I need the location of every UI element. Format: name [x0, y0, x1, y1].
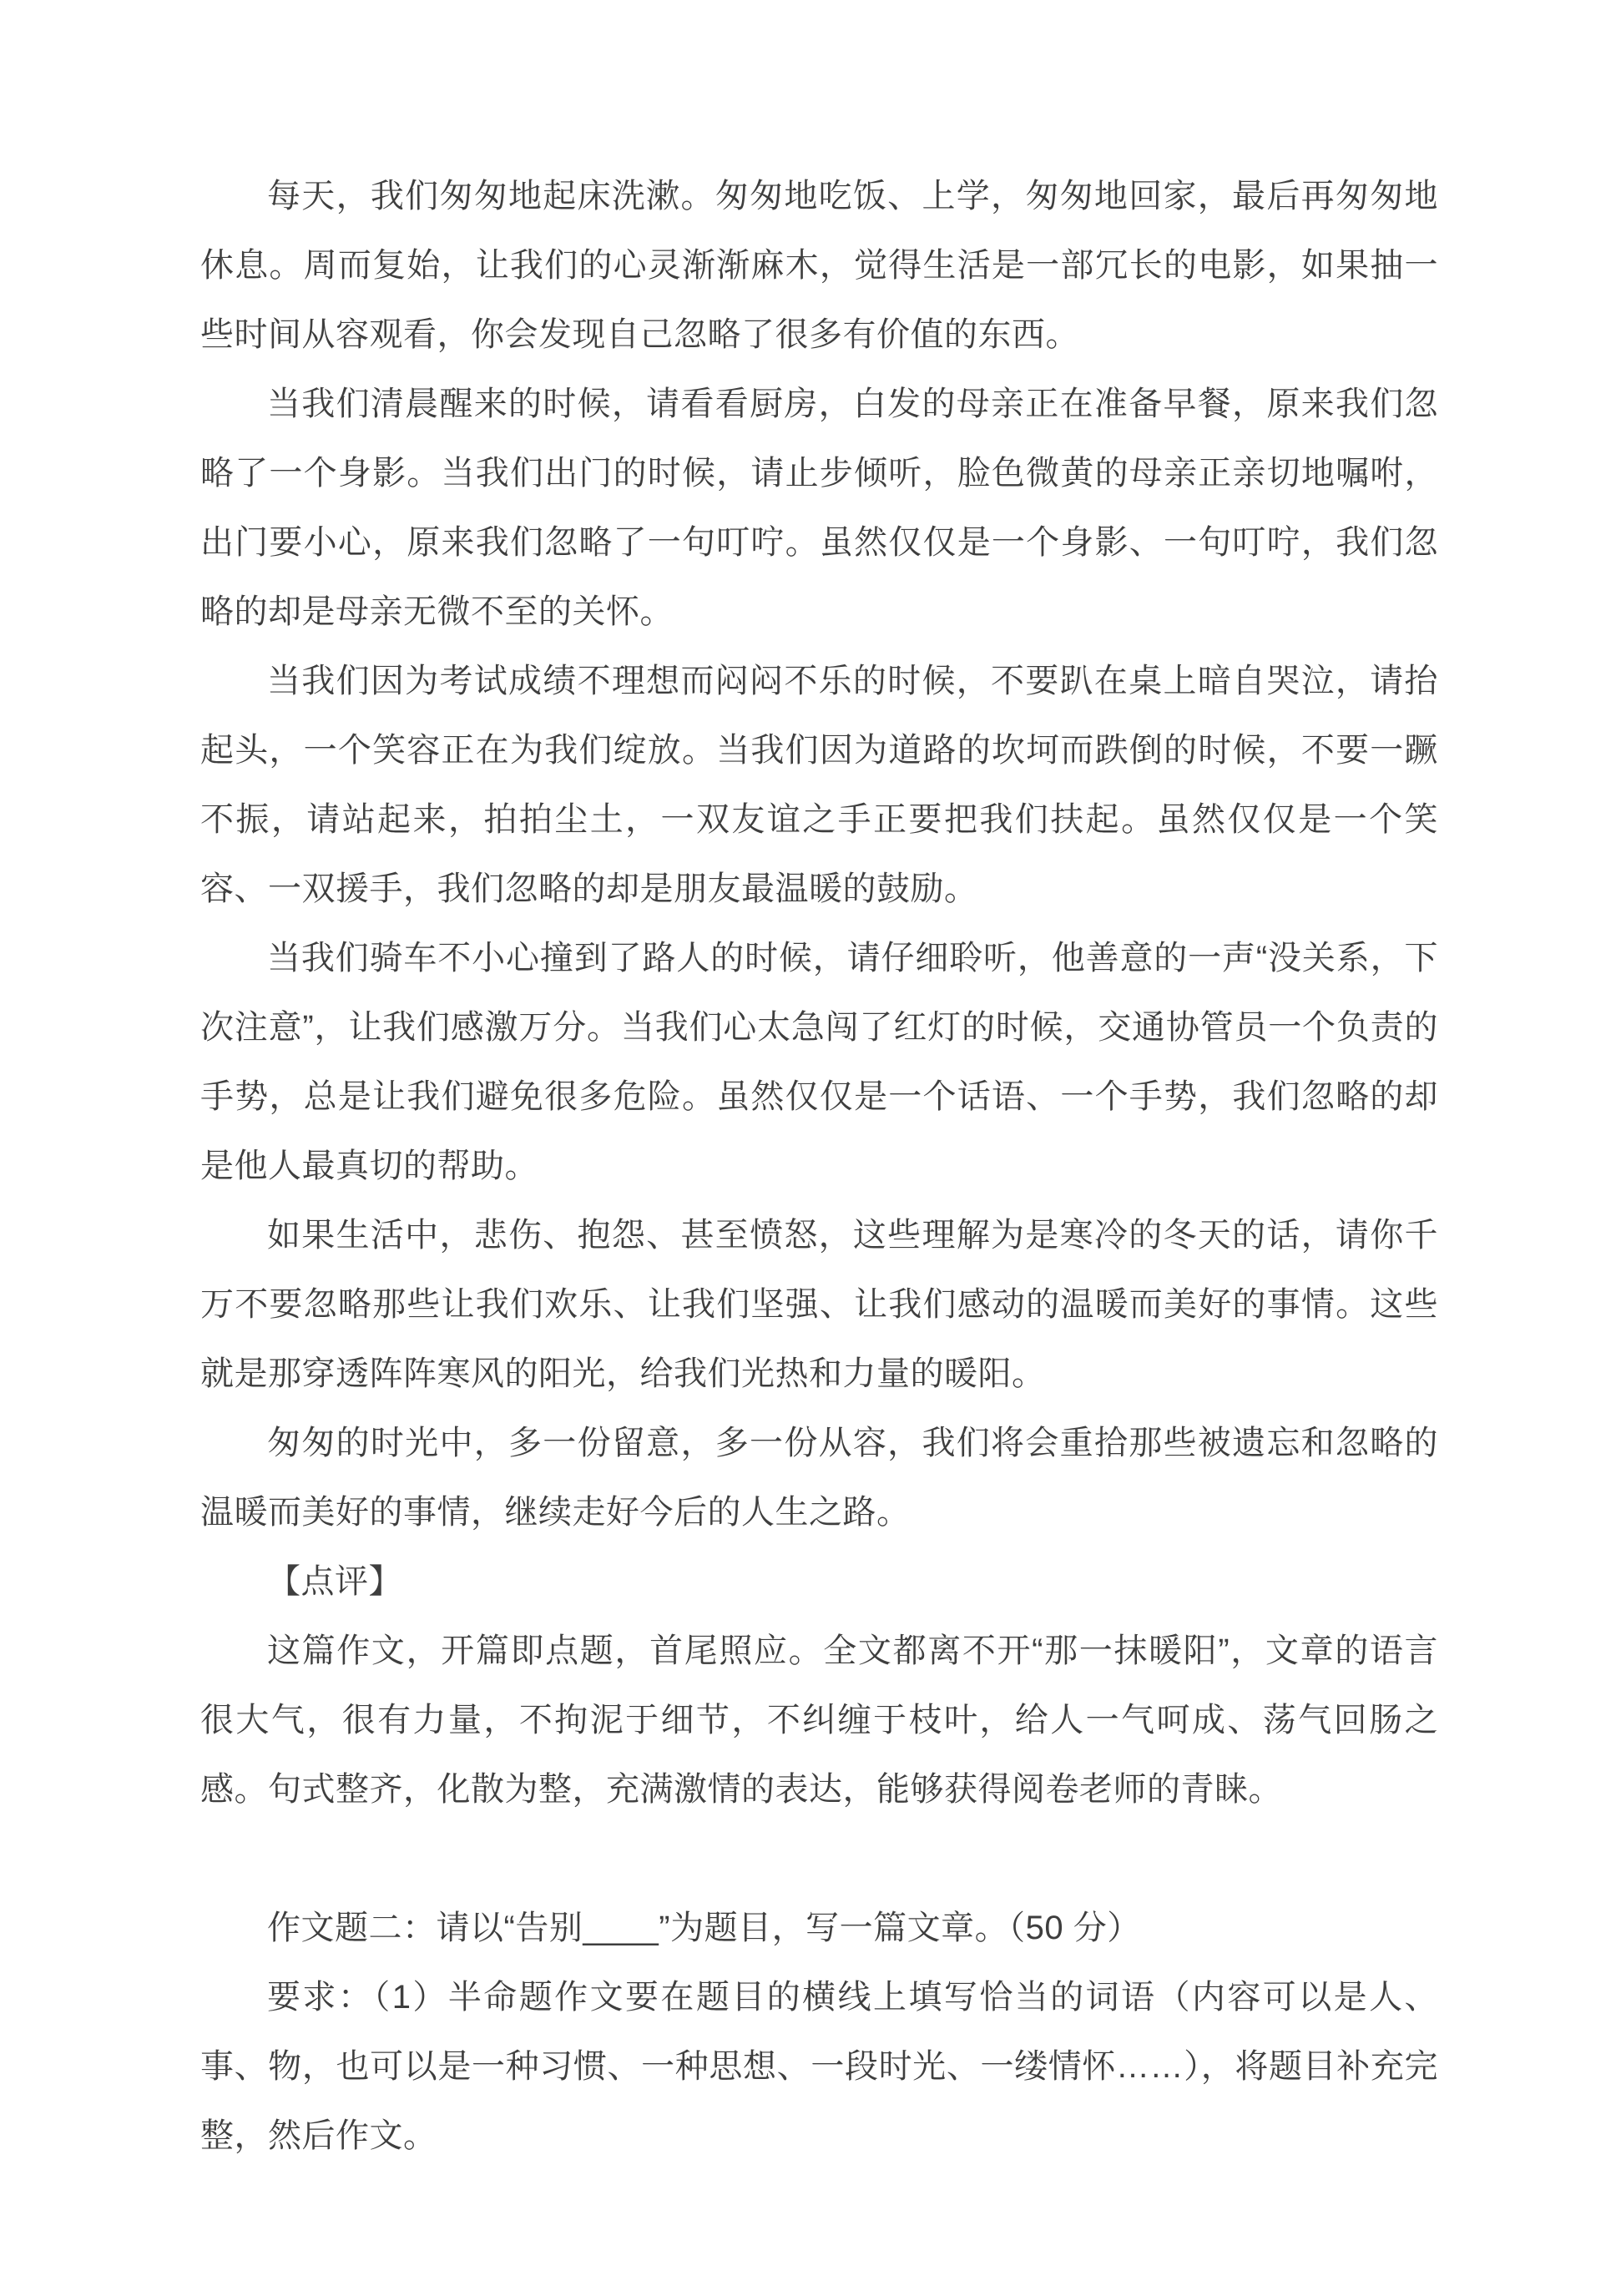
comment-paragraph: 这篇作文，开篇即点题，首尾照应。全文都离不开“那一抹暖阳”，文章的语言很大气，很有力量，不拘泥于细节，不纠缠于枝叶，给人一气呵成、荡气回肠之感。句式整齐，化散为整，充满激情的表达，能够获得阅卷老师的青睐。 [200, 1632, 1438, 1808]
prompt-two-requirements: 要求：（1）半命题作文要在题目的横线上填写恰当的词语（内容可以是人、事、物，也可以是一种习惯、一种思想、一段时光、一缕情怀……），将题目补充完整，然后作文。 [200, 1979, 1438, 2154]
essay-paragraph-5: 如果生活中，悲伤、抱怨、甚至愤怒，这些理解为是寒冷的冬天的话，请你千万不要忽略那些让我们欢乐、让我们坚强、让我们感动的温暖而美好的事情。这些就是那穿透阵阵寒风的阳光，给我们光热和力量的暖阳。 [200, 1217, 1438, 1392]
comment-heading: 【点评】 [267, 1563, 402, 1600]
essay-paragraph-3: 当我们因为考试成绩不理想而闷闷不乐的时候，不要趴在桌上暗自哭泣，请抬起头，一个笑容正在为我们绽放。当我们因为道路的坎坷而跌倒的时候，不要一蹶不振，请站起来，拍拍尘土，一双友谊之手正要把我们扶起。虽然仅仅是一个笑容、一双援手，我们忽略的却是朋友最温暖的鼓励。 [200, 663, 1438, 907]
essay-paragraph-4: 当我们骑车不小心撞到了路人的时候，请仔细聆听，他善意的一声“没关系，下次注意”，让我们感激万分。当我们心太急闯了红灯的时候，交通协管员一个负责的手势，总是让我们避免很多危险。虽然仅仅是一个话语、一个手势，我们忽略的却是他人最真切的帮助。 [200, 940, 1438, 1184]
essay-paragraph-2: 当我们清晨醒来的时候，请看看厨房，白发的母亲正在准备早餐，原来我们忽略了一个身影。当我们出门的时候，请止步倾听，脸色微黄的母亲正亲切地嘱咐，出门要小心，原来我们忽略了一句叮咛。虽然仅仅是一个身影、一句叮咛，我们忽略的却是母亲无微不至的关怀。 [200, 386, 1438, 630]
prompt-two-title: 作文题二：请以“告别____”为题目，写一篇文章。（50 分） [267, 1910, 1141, 1946]
document-body [200, 162, 1438, 2171]
essay-paragraph-1: 每天，我们匆匆地起床洗漱。匆匆地吃饭、上学，匆匆地回家，最后再匆匆地休息。周而复始，让我们的心灵渐渐麻木，觉得生活是一部冗长的电影，如果抽一些时间从容观看，你会发现自己忽略了很多有价值的东西。 [200, 178, 1438, 353]
essay-paragraph-6: 匆匆的时光中，多一份留意，多一份从容，我们将会重拾那些被遗忘和忽略的温暖而美好的事情，继续走好今后的人生之路。 [200, 1425, 1438, 1531]
